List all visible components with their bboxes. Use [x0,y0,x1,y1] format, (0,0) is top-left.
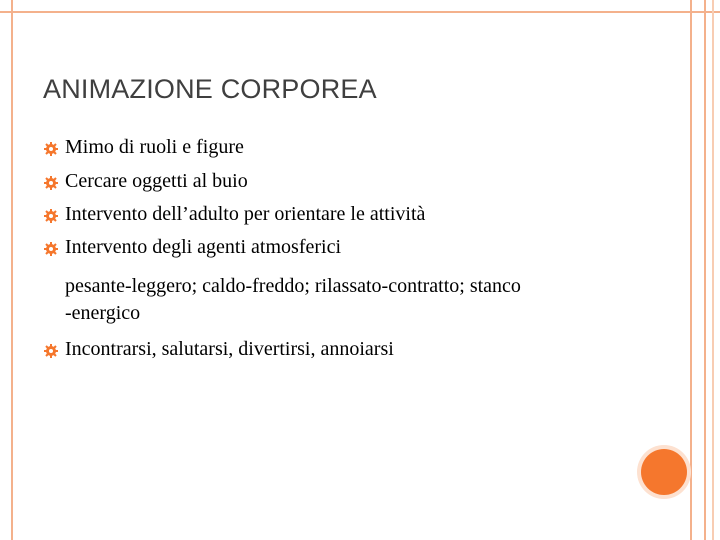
frame-line-right [704,0,706,540]
frame-line-top [0,11,720,13]
frame-line-right [690,0,692,540]
gear-icon [44,206,58,220]
bullet-text: -energico [65,302,141,324]
bullet-text: Intervento degli agenti atmosferici [65,236,342,258]
frame-line-left [11,0,13,540]
bullet-text: Cercare oggetti al buio [65,170,248,192]
gear-icon [44,139,58,153]
slide-title: ANIMAZIONE CORPOREA [43,74,377,104]
frame-line-right [712,0,714,540]
gear-icon [44,239,58,253]
bullet-text: pesante-leggero; caldo-freddo; rilassato-contratto; stanco [65,275,521,297]
bullet-text: Intervento dell’adulto per orientare le attività [65,203,426,225]
gear-icon [44,173,58,187]
decorative-circle [641,449,687,495]
gear-icon [44,341,58,355]
bullet-text: Incontrarsi, salutarsi, divertirsi, annoiarsi [65,338,394,360]
bullet-text: Mimo di ruoli e figure [65,136,244,158]
